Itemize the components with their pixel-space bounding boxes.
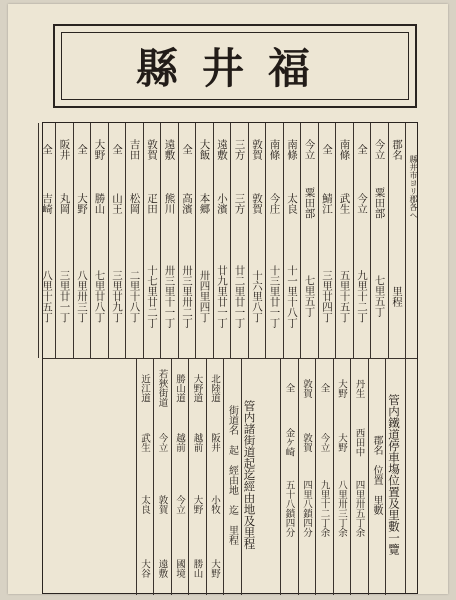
table-cell-dist: 七里五丁	[303, 275, 316, 317]
table-cell-name: 敦賀	[251, 138, 263, 160]
table-column	[370, 123, 388, 358]
table-cell-name: 今立	[303, 138, 316, 160]
table-cell-name: 遠敷	[163, 138, 176, 160]
section-labels: 郡名 位置 里數	[371, 434, 382, 515]
table-column	[195, 123, 213, 358]
section-row	[188, 358, 206, 595]
table-cell-val: 吉崎	[41, 192, 53, 214]
table-cell-val: 太良	[286, 192, 298, 214]
page-title: 福井縣	[135, 44, 334, 93]
table-cell-val: 大野	[76, 192, 88, 214]
section-cell: 小牧	[209, 494, 220, 514]
table-cell-dist: 七里廿八丁	[93, 269, 106, 323]
section-cell: 遠敷	[156, 558, 168, 578]
table-cell-dist: 卅三里卅二丁	[181, 264, 193, 328]
section-row	[280, 358, 298, 595]
table-cell-val: 本郷	[198, 192, 211, 214]
section-row	[153, 358, 171, 595]
table-column	[335, 123, 353, 358]
table-cell-val: 熊川	[163, 192, 176, 214]
section-row	[315, 358, 333, 595]
table-cell-val: 勝山	[93, 192, 106, 214]
section-cell: 國境	[174, 558, 185, 578]
section-cell: 大野	[336, 432, 347, 452]
section-cell: 四里卅五丁余	[353, 479, 365, 537]
section-cell: 金ケ崎	[283, 427, 295, 457]
table-cell-dist: 十七里廿二丁	[146, 264, 158, 328]
section-labels: 街道名 起 經由地 迄 里程	[226, 404, 238, 545]
section-cell: 今立	[156, 432, 168, 452]
section-cell: 勝山道	[174, 373, 185, 403]
section-header-column	[385, 358, 405, 595]
table-cell-dist: 三里廿四丁	[321, 269, 333, 323]
table-cell-name: 阪井	[58, 138, 71, 160]
table-cell-name: 敦賀	[146, 138, 158, 160]
section-cell: 大野	[191, 494, 203, 514]
section-cell: 阪井	[209, 432, 220, 452]
table-column	[318, 123, 336, 358]
title-banner-inner	[61, 32, 409, 100]
table-cell-val: 小濱	[216, 192, 228, 214]
table-cell-dist: 五里十五丁	[338, 269, 351, 323]
section-header: 管内諸街道起迄經由地及里程	[242, 399, 257, 550]
table-column	[178, 123, 196, 358]
table-cell-val: 高濱	[181, 192, 193, 214]
section-row	[136, 358, 154, 595]
table-column	[160, 123, 178, 358]
table-cell-name: 大飯	[198, 138, 211, 160]
section-cell: 越前	[174, 432, 185, 452]
section-row	[333, 358, 351, 595]
table-cell-name: 南條	[338, 138, 351, 160]
section-cell: 今立	[318, 432, 330, 452]
table-cell-val: 敦賀	[251, 192, 263, 214]
section-cell: 今立	[174, 494, 185, 514]
table-cell-dist: 十六里八丁	[251, 269, 263, 323]
table-cell-dist: 里程	[391, 285, 403, 307]
table-cell-name: 全	[111, 143, 123, 155]
table-cell-name: 全	[321, 143, 333, 155]
table-cell-dist: 十三里廿一丁	[268, 264, 281, 328]
table-column	[73, 123, 91, 358]
section-cell: 敦賀	[301, 378, 312, 398]
table-column	[230, 123, 248, 358]
table-column	[265, 123, 283, 358]
table-column	[300, 123, 318, 358]
table-cell-val: 鯖江	[321, 192, 333, 214]
section-cell: 全	[318, 383, 330, 393]
section-cell: 太良	[139, 494, 150, 514]
section-cell: 勝山	[191, 558, 203, 578]
table-column	[143, 123, 161, 358]
table-cell-name: 全	[356, 143, 368, 155]
table-cell-dist: 十一里十八丁	[286, 264, 298, 328]
table-cell-name: 吉田	[128, 138, 141, 160]
table-column	[388, 123, 406, 358]
table-column	[353, 123, 371, 358]
table-cell-dist: 廿二里廿一丁	[233, 264, 246, 328]
section-cell: 四里八鎖四分	[301, 479, 312, 537]
table-cell-name: 三方	[233, 138, 246, 160]
section-cell: 西田中	[353, 427, 365, 457]
table-cell-val: 山王	[111, 192, 123, 214]
table-cell-val: 粟田部	[303, 187, 316, 219]
section-row	[350, 358, 368, 595]
table-cell-val: 疋田	[146, 192, 158, 214]
table-cell-dist: 八里卅三丁	[76, 269, 88, 323]
section-label-column	[368, 358, 386, 595]
table-cell-dist: 廿九里廿一丁	[216, 264, 228, 328]
section-cell: 越前	[191, 432, 203, 452]
right-edge-text: 縣井市ヨリ郡各ヘ	[409, 155, 418, 219]
section-cell: 大谷	[139, 558, 150, 578]
table-cell-name: 全	[41, 143, 53, 155]
table-column	[283, 123, 301, 358]
table-column	[213, 123, 231, 358]
table-cell-val: 武生	[338, 192, 351, 214]
section-cell: 北陸道	[209, 373, 220, 403]
table-column	[55, 123, 73, 358]
table-cell-dist: 卅四里四丁	[198, 269, 211, 323]
table-cell-name: 全	[181, 143, 193, 155]
section-cell: 九里十二丁余	[318, 479, 330, 537]
section-cell: 大野	[209, 558, 220, 578]
table-cell-val: 今庄	[268, 192, 281, 214]
table-cell-name: 遠敷	[216, 138, 228, 160]
table-cell-val: 三方	[233, 192, 246, 214]
section-cell: 武生	[139, 432, 150, 452]
section-cell: 五十八鎖四分	[283, 479, 295, 537]
section-cell: 敦賀	[156, 494, 168, 514]
title-banner	[53, 24, 417, 108]
section-cell: 大野道	[191, 373, 203, 403]
table-cell-name: 全	[76, 143, 88, 155]
table-column	[108, 123, 126, 358]
table-cell-dist: 三里廿九丁	[111, 269, 123, 323]
table-cell-name: 郡名	[391, 138, 403, 160]
table-cell-val: 今立	[356, 192, 368, 214]
section-cell: 全	[283, 383, 295, 393]
document-page	[8, 4, 448, 594]
section-label-column	[223, 358, 241, 595]
section-row	[206, 358, 224, 595]
table-cell-val: 丸岡	[58, 192, 71, 214]
distance-table	[42, 122, 418, 594]
section-cell: 丹生	[353, 378, 365, 398]
table-column	[90, 123, 108, 358]
table-cell-dist: 九里十二丁	[356, 269, 368, 323]
table-cell-dist: 二里十八丁	[128, 269, 141, 323]
table-column	[38, 123, 56, 358]
section-cell: 大野	[336, 378, 347, 398]
table-cell-name: 南條	[286, 138, 298, 160]
section-cell: 敦賀	[301, 432, 312, 452]
section-cell: 八里卅三丁余	[336, 479, 347, 537]
table-column	[248, 123, 266, 358]
section-cell: 近江道	[139, 373, 150, 403]
table-cell-name: 今立	[373, 138, 386, 160]
section-row	[298, 358, 316, 595]
table-cell-val: 粟田部	[373, 187, 386, 219]
table-cell-val	[389, 173, 406, 233]
section-header: 管内鐵道停車塲位置及里數一覽	[387, 394, 401, 555]
table-cell-dist: 三里廿一丁	[58, 269, 71, 323]
section-header-column	[241, 358, 261, 595]
table-cell-name: 南條	[268, 138, 281, 160]
table-cell-dist: 八里十五丁	[41, 269, 53, 323]
table-cell-name: 大野	[93, 138, 106, 160]
section-cell: 若狹街道	[156, 369, 168, 407]
table-cell-dist: 七里五丁	[373, 275, 386, 317]
table-column	[125, 123, 143, 358]
table-cell-val: 松岡	[128, 192, 141, 214]
section-row	[171, 358, 189, 595]
table-cell-dist: 卅三里十一丁	[163, 264, 176, 328]
